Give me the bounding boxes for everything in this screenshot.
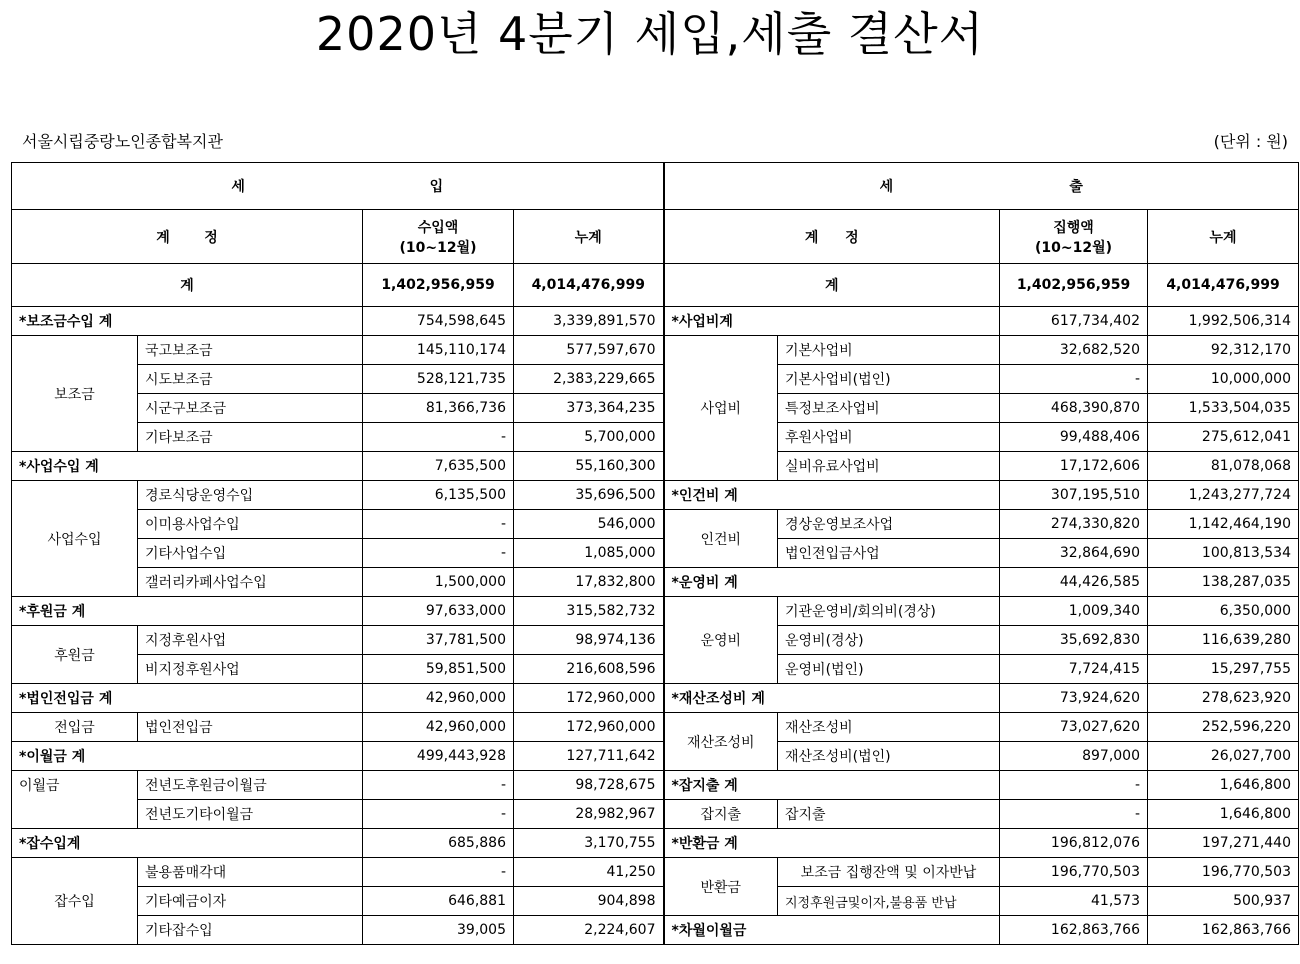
expense-amount-header: 집행액 (10~12월): [1000, 210, 1148, 264]
item-name: 운영비(법인): [778, 655, 1000, 684]
empty-cell: [12, 800, 138, 829]
item-name: 특정보조사업비: [778, 394, 1000, 423]
item-name: 불용품매각대: [138, 858, 363, 887]
amount-cell: 145,110,174: [363, 336, 514, 365]
table-row: [12, 887, 1299, 916]
item-name: 법인전입금: [138, 713, 363, 742]
amount-cell: 6,135,500: [363, 481, 514, 510]
table-row: [12, 713, 1299, 742]
item-name: 기본사업비: [778, 336, 1000, 365]
amount-cell: 274,330,820: [1000, 510, 1148, 539]
income-group-donation: 후원금: [12, 626, 138, 684]
cumulative-cell: 10,000,000: [1148, 365, 1299, 394]
amount-cell: -: [363, 539, 514, 568]
cumulative-cell: 26,027,700: [1148, 742, 1299, 771]
table-row: [12, 626, 1299, 655]
amount-cell: 307,195,510: [1000, 481, 1148, 510]
table-row: [12, 336, 1299, 365]
cumulative-cell: 1,646,800: [1148, 800, 1299, 829]
expense-account-header: 계 정: [664, 210, 1000, 264]
organization-name: 서울시립중랑노인종합복지관: [22, 132, 223, 151]
item-name: 운영비(경상): [778, 626, 1000, 655]
income-group-carry: 이월금: [12, 771, 138, 800]
cumulative-cell: 92,312,170: [1148, 336, 1299, 365]
income-account-header: 계 정: [12, 210, 363, 264]
cumulative-cell: 116,639,280: [1148, 626, 1299, 655]
amount-cell: 7,724,415: [1000, 655, 1148, 684]
cumulative-cell: 28,982,967: [514, 800, 664, 829]
item-name: 기타사업수입: [138, 539, 363, 568]
amount-cell: 17,172,606: [1000, 452, 1148, 481]
table-row: [12, 916, 1299, 945]
item-name: 법인전입금사업: [778, 539, 1000, 568]
item-name: 후원사업비: [778, 423, 1000, 452]
cumulative-cell: 500,937: [1148, 887, 1299, 916]
cumulative-cell: 6,350,000: [1148, 597, 1299, 626]
cumulative-cell: 3,170,755: [514, 829, 664, 858]
item-name: 경상운영보조사업: [778, 510, 1000, 539]
item-name: 경로식당운영수입: [138, 481, 363, 510]
expense-group-refund: 반환금: [664, 858, 778, 916]
cumulative-cell: 275,612,041: [1148, 423, 1299, 452]
amount-cell: 646,881: [363, 887, 514, 916]
amount-cell: 754,598,645: [363, 307, 514, 336]
cumulative-cell: 1,646,800: [1148, 771, 1299, 800]
income-cumulative-header: 누계: [514, 210, 664, 264]
amount-cell: 44,426,585: [1000, 568, 1148, 597]
amount-cell: 499,443,928: [363, 742, 514, 771]
amount-cell: -: [363, 771, 514, 800]
cumulative-cell: 127,711,642: [514, 742, 664, 771]
amount-cell: 685,886: [363, 829, 514, 858]
cumulative-cell: 100,813,534: [1148, 539, 1299, 568]
amount-cell: 32,682,520: [1000, 336, 1148, 365]
expense-section-project: *사업비계: [664, 307, 1000, 336]
expense-header: 세 출: [664, 163, 1299, 210]
income-header: 세 입: [12, 163, 664, 210]
cumulative-cell: 3,339,891,570: [514, 307, 664, 336]
amount-cell: 39,005: [363, 916, 514, 945]
item-name: 지정후원사업: [138, 626, 363, 655]
expense-section-operation: *운영비 계: [664, 568, 1000, 597]
cumulative-cell: 81,078,068: [1148, 452, 1299, 481]
cumulative-cell: 315,582,732: [514, 597, 664, 626]
table-row: [12, 568, 1299, 597]
amount-cell: -: [1000, 771, 1148, 800]
income-section-transfer: *법인전입금 계: [12, 684, 363, 713]
amount-cell: 1,500,000: [363, 568, 514, 597]
table-row: [12, 800, 1299, 829]
cumulative-cell: 172,960,000: [514, 684, 664, 713]
total-row: [12, 264, 1299, 307]
income-total-amount: 1,402,956,959: [363, 264, 514, 307]
table-row: [12, 829, 1299, 858]
cumulative-cell: 138,287,035: [1148, 568, 1299, 597]
amount-cell: 162,863,766: [1000, 916, 1148, 945]
income-group-business: 사업수입: [12, 481, 138, 597]
cumulative-cell: 197,271,440: [1148, 829, 1299, 858]
cumulative-cell: 1,085,000: [514, 539, 664, 568]
cumulative-cell: 98,728,675: [514, 771, 664, 800]
expense-total-cumulative: 4,014,476,999: [1148, 264, 1299, 307]
item-name: 잡지출: [778, 800, 1000, 829]
amount-cell: 528,121,735: [363, 365, 514, 394]
expense-group-misc: 잡지출: [664, 800, 778, 829]
item-name: 시군구보조금: [138, 394, 363, 423]
amount-cell: 42,960,000: [363, 684, 514, 713]
cumulative-cell: 252,596,220: [1148, 713, 1299, 742]
header-row-2: [12, 210, 1299, 264]
item-name: 전년도기타이월금: [138, 800, 363, 829]
amount-cell: 73,924,620: [1000, 684, 1148, 713]
amount-cell: 32,864,690: [1000, 539, 1148, 568]
cumulative-cell: 15,297,755: [1148, 655, 1299, 684]
expense-group-project: 사업비: [664, 336, 778, 481]
cumulative-cell: 196,770,503: [1148, 858, 1299, 887]
amount-cell: 41,573: [1000, 887, 1148, 916]
amount-cell: 81,366,736: [363, 394, 514, 423]
table-row: [12, 742, 1299, 771]
expense-section-misc: *잡지출 계: [664, 771, 1000, 800]
table-row: [12, 365, 1299, 394]
cumulative-cell: 904,898: [514, 887, 664, 916]
amount-cell: -: [363, 800, 514, 829]
amount-cell: 1,009,340: [1000, 597, 1148, 626]
amount-cell: 35,692,830: [1000, 626, 1148, 655]
item-name: 재산조성비(법인): [778, 742, 1000, 771]
income-group-transfer: 전입금: [12, 713, 138, 742]
cumulative-cell: 98,974,136: [514, 626, 664, 655]
cumulative-cell: 41,250: [514, 858, 664, 887]
header-row-1: [12, 163, 1299, 210]
settlement-table: [11, 162, 1299, 945]
amount-cell: 59,851,500: [363, 655, 514, 684]
item-name: 비지정후원사업: [138, 655, 363, 684]
expense-total-amount: 1,402,956,959: [1000, 264, 1148, 307]
amount-cell: 617,734,402: [1000, 307, 1148, 336]
cumulative-cell: 55,160,300: [514, 452, 664, 481]
amount-cell: 37,781,500: [363, 626, 514, 655]
expense-group-asset: 재산조성비: [664, 713, 778, 771]
cumulative-cell: 1,533,504,035: [1148, 394, 1299, 423]
expense-group-personnel: 인건비: [664, 510, 778, 568]
item-name: 지정후원금및이자,불용품 반납: [778, 887, 1000, 916]
table-row: [12, 597, 1299, 626]
amount-cell: 73,027,620: [1000, 713, 1148, 742]
item-name: 기관운영비/회의비(경상): [778, 597, 1000, 626]
income-section-carry: *이월금 계: [12, 742, 363, 771]
item-name: 전년도후원금이월금: [138, 771, 363, 800]
item-name: 기타예금이자: [138, 887, 363, 916]
amount-cell: 7,635,500: [363, 452, 514, 481]
item-name: 시도보조금: [138, 365, 363, 394]
expense-group-operation: 운영비: [664, 597, 778, 684]
income-section-misc: *잡수입계: [12, 829, 363, 858]
table-row: [12, 539, 1299, 568]
cumulative-cell: 1,243,277,724: [1148, 481, 1299, 510]
item-name: 재산조성비: [778, 713, 1000, 742]
item-name: 실비유료사업비: [778, 452, 1000, 481]
table-row: [12, 858, 1299, 887]
amount-cell: 42,960,000: [363, 713, 514, 742]
income-total-label: 계: [12, 264, 363, 307]
amount-cell: -: [1000, 365, 1148, 394]
expense-section-asset: *재산조성비 계: [664, 684, 1000, 713]
cumulative-cell: 216,608,596: [514, 655, 664, 684]
expense-section-refund: *반환금 계: [664, 829, 1000, 858]
table-row: [12, 423, 1299, 452]
table-row: [12, 655, 1299, 684]
cumulative-cell: 17,832,800: [514, 568, 664, 597]
table-row: [12, 452, 1299, 481]
income-group-subsidy: 보조금: [12, 336, 138, 452]
cumulative-cell: 1,142,464,190: [1148, 510, 1299, 539]
expense-section-personnel: *인건비 계: [664, 481, 1000, 510]
table-row: [12, 307, 1299, 336]
expense-cumulative-header: 누계: [1148, 210, 1299, 264]
expense-total-label: 계: [664, 264, 1000, 307]
cumulative-cell: 1,992,506,314: [1148, 307, 1299, 336]
amount-cell: 99,488,406: [1000, 423, 1148, 452]
table-row: [12, 510, 1299, 539]
amount-cell: 97,633,000: [363, 597, 514, 626]
expense-section-next-carry: *차월이월금: [664, 916, 1000, 945]
item-name: 기타보조금: [138, 423, 363, 452]
table-row: [12, 771, 1299, 800]
item-name: 국고보조금: [138, 336, 363, 365]
cumulative-cell: 162,863,766: [1148, 916, 1299, 945]
item-name: 기본사업비(법인): [778, 365, 1000, 394]
cumulative-cell: 278,623,920: [1148, 684, 1299, 713]
cumulative-cell: 577,597,670: [514, 336, 664, 365]
amount-cell: 468,390,870: [1000, 394, 1148, 423]
income-group-misc: 잡수입: [12, 858, 138, 945]
amount-cell: 897,000: [1000, 742, 1148, 771]
income-section-donation: *후원금 계: [12, 597, 363, 626]
unit-label: (단위 : 원): [1213, 132, 1288, 151]
table-row: [12, 394, 1299, 423]
cumulative-cell: 35,696,500: [514, 481, 664, 510]
cumulative-cell: 2,383,229,665: [514, 365, 664, 394]
income-section-business: *사업수입 계: [12, 452, 363, 481]
cumulative-cell: 5,700,000: [514, 423, 664, 452]
item-name: 이미용사업수입: [138, 510, 363, 539]
cumulative-cell: 546,000: [514, 510, 664, 539]
amount-cell: -: [363, 858, 514, 887]
income-section-subsidy: *보조금수입 계: [12, 307, 363, 336]
amount-cell: 196,770,503: [1000, 858, 1148, 887]
amount-cell: -: [363, 423, 514, 452]
table-row: [12, 684, 1299, 713]
cumulative-cell: 373,364,235: [514, 394, 664, 423]
document-title: 2020년 4분기 세입,세출 결산서: [315, 7, 985, 61]
item-name: 갤러리카페사업수입: [138, 568, 363, 597]
income-amount-header: 수입액 (10~12월): [363, 210, 514, 264]
item-name: 기타잡수입: [138, 916, 363, 945]
income-total-cumulative: 4,014,476,999: [514, 264, 664, 307]
table-row: [12, 481, 1299, 510]
amount-cell: -: [363, 510, 514, 539]
amount-cell: 196,812,076: [1000, 829, 1148, 858]
item-name: 보조금 집행잔액 및 이자반납: [778, 858, 1000, 887]
cumulative-cell: 172,960,000: [514, 713, 664, 742]
amount-cell: -: [1000, 800, 1148, 829]
cumulative-cell: 2,224,607: [514, 916, 664, 945]
